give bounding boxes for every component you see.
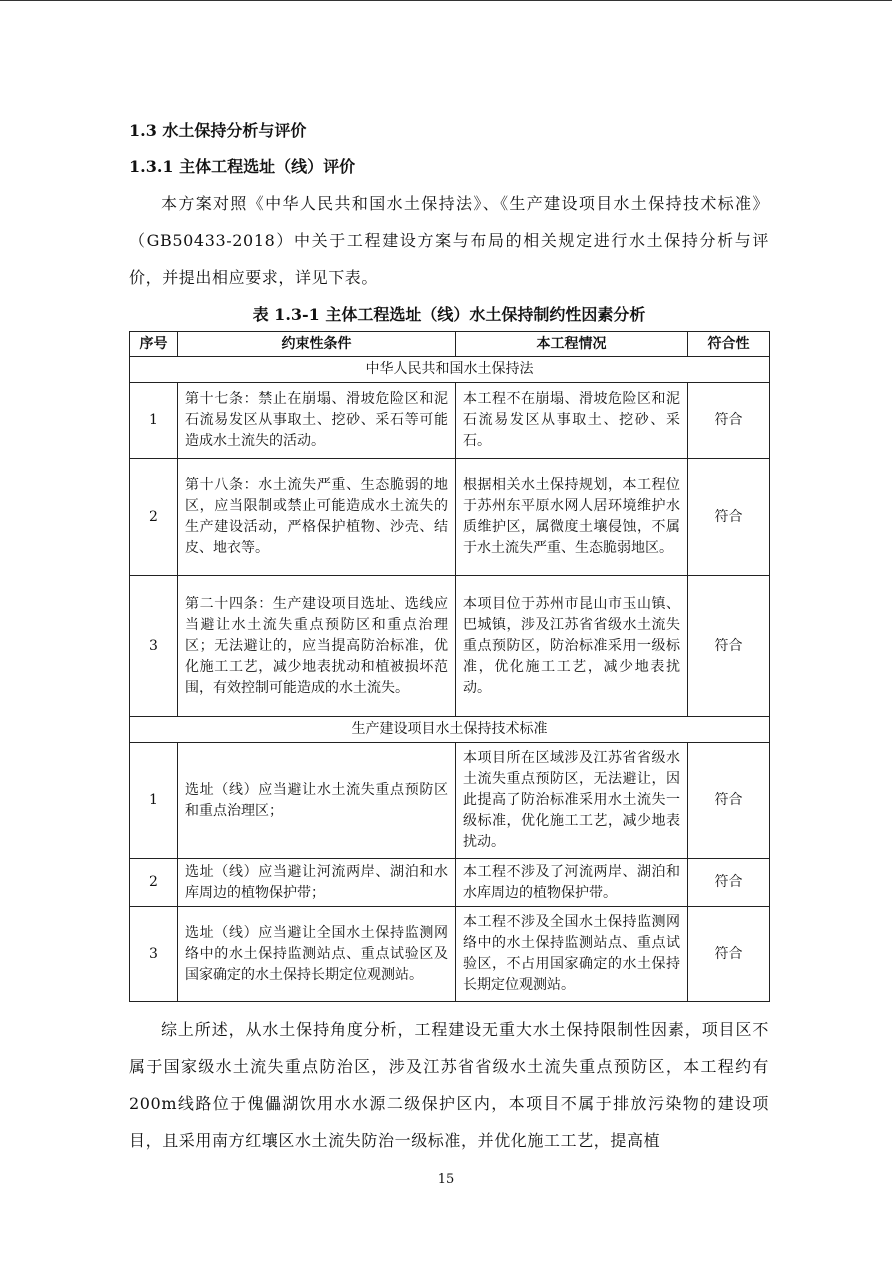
top-border-line	[0, 0, 892, 1]
table-row	[130, 859, 770, 907]
row-condition: 第十七条：禁止在崩塌、滑坡危险区和泥石流易发区从事取土、挖砂、采石等可能造成水土流失的活动。	[178, 383, 456, 459]
row-condition: 选址（线）应当避让河流两岸、湖泊和水库周边的植物保护带；	[178, 859, 456, 907]
row-number: 1	[130, 743, 178, 859]
table-row	[130, 576, 770, 717]
row-situation: 本工程不涉及全国水土保持监测网络中的水土保持监测站点、重点试验区，不占用国家确定的水土保持长期定位观测站。	[456, 907, 688, 1002]
row-number: 3	[130, 907, 178, 1002]
row-number: 1	[130, 383, 178, 459]
row-situation: 本工程不涉及了河流两岸、湖泊和水库周边的植物保护带。	[456, 859, 688, 907]
group-title: 中华人民共和国水土保持法	[130, 357, 770, 383]
table-row	[130, 743, 770, 859]
row-compliance: 符合	[688, 859, 770, 907]
row-compliance: 符合	[688, 459, 770, 576]
table-group-row	[130, 717, 770, 743]
row-number: 2	[130, 859, 178, 907]
group-title: 生产建设项目水土保持技术标准	[130, 717, 770, 743]
summary-paragraph: 综上所述，从水土保持角度分析，工程建设无重大水土保持限制性因素，项目区不属于国家级水土流失重点防治区，涉及江苏省省级水土流失重点预防区，本工程约有200m线路位于傀儡湖饮用水水源二级保护区内，本项目不属于排放污染物的建设项目，且采用南方红壤区水土流失防治一级标准，并优化施工工艺，提高植	[129, 1020, 769, 1150]
row-condition: 第十八条：水土流失严重、生态脆弱的地区，应当限制或禁止可能造成水土流失的生产建设活动，严格保护植物、沙壳、结皮、地衣等。	[178, 459, 456, 576]
page-number: 15	[437, 1172, 455, 1187]
row-situation: 本项目位于苏州市昆山市玉山镇、巴城镇，涉及江苏省省级水土流失重点预防区，防治标准采用一级标准，优化施工工艺，减少地表扰动。	[456, 576, 688, 717]
section-heading: 1.3 水土保持分析与评价	[129, 121, 307, 140]
header-compliance: 符合性	[688, 332, 770, 357]
row-compliance: 符合	[688, 743, 770, 859]
row-condition: 第二十四条：生产建设项目选址、选线应当避让水土流失重点预防区和重点治理区；无法避让的，应当提高防治标准，优化施工工艺，减少地表扰动和植被损坏范围，有效控制可能造成的水土流失。	[178, 576, 456, 717]
table-row	[130, 383, 770, 459]
table-row	[130, 907, 770, 1002]
row-situation: 本项目所在区域涉及江苏省省级水土流失重点预防区，无法避让，因此提高了防治标准采用水土流失一级标准，优化施工工艺，减少地表扰动。	[456, 743, 688, 859]
row-situation: 本工程不在崩塌、滑坡危险区和泥石流易发区从事取土、挖砂、采石。	[456, 383, 688, 459]
header-situation: 本工程情况	[456, 332, 688, 357]
table-header-row	[130, 332, 770, 357]
row-compliance: 符合	[688, 576, 770, 717]
subsection-heading: 1.3.1 主体工程选址（线）评价	[129, 157, 356, 176]
row-compliance: 符合	[688, 383, 770, 459]
row-compliance: 符合	[688, 907, 770, 1002]
intro-paragraph: 本方案对照《中华人民共和国水土保持法》、《生产建设项目水土保持技术标准》（GB50433-2018）中关于工程建设方案与布局的相关规定进行水土保持分析与评价，并提出相应要求，详见下表。	[129, 194, 769, 287]
row-condition: 选址（线）应当避让全国水土保持监测网络中的水土保持监测站点、重点试验区及国家确定的水土保持长期定位观测站。	[178, 907, 456, 1002]
row-number: 3	[130, 576, 178, 717]
table-group-row	[130, 357, 770, 383]
table-row	[130, 459, 770, 576]
constraint-analysis-table	[129, 331, 770, 1002]
header-number: 序号	[130, 332, 178, 357]
table-caption: 表 1.3-1 主体工程选址（线）水土保持制约性因素分析	[252, 305, 646, 324]
row-condition: 选址（线）应当避让水土流失重点预防区和重点治理区；	[178, 743, 456, 859]
row-number: 2	[130, 459, 178, 576]
row-situation: 根据相关水土保持规划，本工程位于苏州东平原水网人居环境维护水质维护区，属微度土壤侵蚀，不属于水土流失严重、生态脆弱地区。	[456, 459, 688, 576]
header-condition: 约束性条件	[178, 332, 456, 357]
